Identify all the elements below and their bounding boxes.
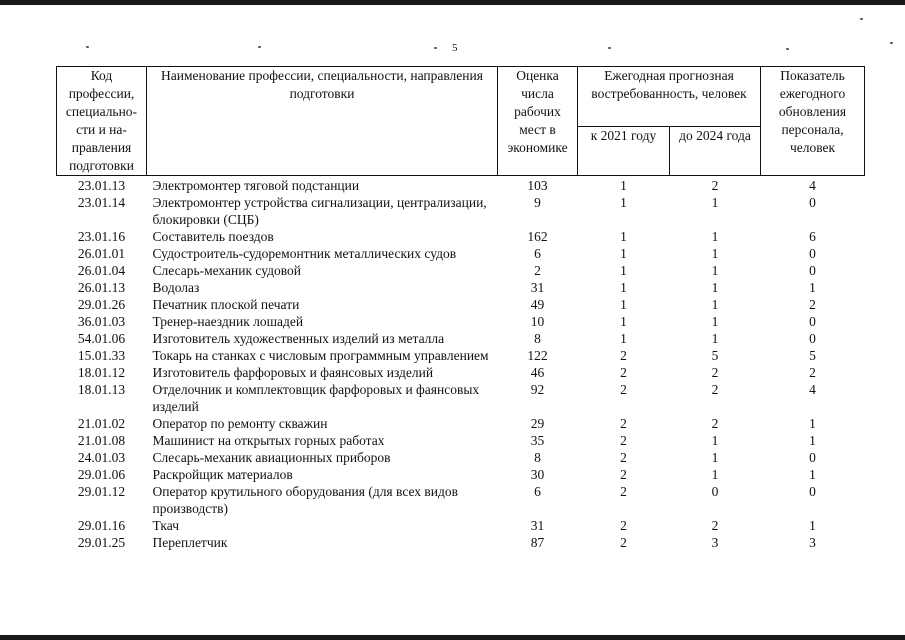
row-name: Тренер-наездник лошадей <box>152 314 304 329</box>
row-demand-2024: 1 <box>711 467 719 482</box>
row-estimate: 87 <box>530 535 545 550</box>
row-renewal: 6 <box>809 229 816 244</box>
row-code: 23.01.13 <box>77 178 126 193</box>
row-demand-2024: 1 <box>711 246 719 261</box>
row-demand-2021: 2 <box>620 348 627 363</box>
table-row <box>57 279 865 296</box>
row-demand-2021: 1 <box>620 178 627 193</box>
row-demand-2021: 2 <box>620 518 627 533</box>
row-demand-2021: 2 <box>620 535 627 550</box>
row-code: 29.01.06 <box>77 467 126 482</box>
row-demand-2024: 2 <box>711 382 719 397</box>
row-renewal: 5 <box>809 348 816 363</box>
row-renewal: 2 <box>809 365 816 380</box>
row-estimate: 92 <box>530 382 545 397</box>
row-renewal: 0 <box>809 246 816 261</box>
row-renewal: 0 <box>809 450 816 465</box>
row-demand-2024: 1 <box>711 314 719 329</box>
row-name: Изготовитель фарфоровых и фаянсовых изделий <box>152 365 434 380</box>
row-demand-2024: 3 <box>711 535 719 550</box>
row-demand-2021: 1 <box>620 314 627 329</box>
row-code: 29.01.16 <box>77 518 126 533</box>
table-row <box>57 313 865 330</box>
row-code: 21.01.08 <box>77 433 126 448</box>
row-estimate: 6 <box>534 246 541 261</box>
row-code: 26.01.01 <box>77 246 126 261</box>
row-demand-2024: 1 <box>711 450 719 465</box>
header-demand-2021: к 2021 году <box>578 127 670 176</box>
professions-table-container <box>56 66 864 551</box>
table-row <box>57 449 865 466</box>
table-row <box>57 381 865 415</box>
row-name: Оператор по ремонту скважин <box>152 416 328 431</box>
row-code: 18.01.13 <box>77 382 126 397</box>
row-renewal: 0 <box>809 314 816 329</box>
row-name: Слесарь-механик авиационных приборов <box>152 450 391 465</box>
row-name: Слесарь-механик судовой <box>152 263 302 278</box>
row-demand-2021: 2 <box>620 433 627 448</box>
table-row <box>57 228 865 245</box>
row-renewal: 4 <box>809 178 816 193</box>
table-row <box>57 483 865 517</box>
row-demand-2021: 2 <box>620 365 627 380</box>
row-estimate: 30 <box>530 467 545 482</box>
table-row <box>57 245 865 262</box>
row-renewal: 2 <box>809 297 816 312</box>
row-name: Судостроитель-судоремонтник металлических судов <box>152 246 457 261</box>
scan-speck <box>890 42 893 44</box>
scan-speck <box>86 46 89 48</box>
row-estimate: 122 <box>527 348 548 363</box>
table-row <box>57 296 865 313</box>
row-name: Оператор крутильного оборудования (для всех видов производств) <box>152 484 459 516</box>
scan-speck <box>860 18 863 20</box>
header-renewal: Показатель ежегодного обновления персонала, человек <box>761 67 865 176</box>
row-demand-2024: 1 <box>711 331 719 346</box>
scan-speck <box>258 46 261 48</box>
row-code: 29.01.26 <box>77 297 126 312</box>
row-demand-2024: 1 <box>711 433 719 448</box>
row-demand-2024: 2 <box>711 416 719 431</box>
header-name: Наименование профессии, специальности, направления подготовки <box>147 67 498 176</box>
row-demand-2024: 5 <box>711 348 719 363</box>
table-row <box>57 176 865 195</box>
header-code: Код профессии, специально-сти и на-правления подготовки <box>57 67 147 176</box>
row-name: Машинист на открытых горных работах <box>152 433 385 448</box>
row-renewal: 1 <box>809 467 816 482</box>
row-renewal: 4 <box>809 382 816 397</box>
row-code: 29.01.25 <box>77 535 126 550</box>
row-demand-2021: 1 <box>620 280 627 295</box>
row-code: 23.01.16 <box>77 229 126 244</box>
row-estimate: 162 <box>527 229 548 244</box>
header-demand-2024: до 2024 года <box>670 127 761 176</box>
table-row <box>57 534 865 551</box>
row-demand-2024: 1 <box>711 195 719 210</box>
professions-table <box>56 66 865 551</box>
row-renewal: 1 <box>809 433 816 448</box>
row-estimate: 10 <box>530 314 545 329</box>
row-estimate: 6 <box>534 484 541 499</box>
row-code: 29.01.12 <box>77 484 126 499</box>
row-demand-2021: 1 <box>620 297 627 312</box>
row-demand-2021: 1 <box>620 195 627 210</box>
row-estimate: 31 <box>530 280 545 295</box>
row-code: 23.01.14 <box>77 195 126 210</box>
scan-speck <box>786 48 789 50</box>
row-demand-2021: 2 <box>620 416 627 431</box>
table-row <box>57 364 865 381</box>
row-estimate: 31 <box>530 518 545 533</box>
row-code: 26.01.04 <box>77 263 126 278</box>
row-name: Ткач <box>152 518 180 533</box>
row-code: 36.01.03 <box>77 314 126 329</box>
row-demand-2024: 1 <box>711 297 719 312</box>
row-name: Электромонтер тяговой подстанции <box>152 178 360 193</box>
row-renewal: 0 <box>809 195 816 210</box>
row-code: 18.01.12 <box>77 365 126 380</box>
row-code: 24.01.03 <box>77 450 126 465</box>
row-name: Отделочник и комплектовщик фарфоровых и фаянсовых изделий <box>152 382 480 414</box>
row-renewal: 0 <box>809 331 816 346</box>
row-demand-2021: 1 <box>620 229 627 244</box>
row-renewal: 1 <box>809 416 816 431</box>
table-row <box>57 194 865 228</box>
table-row <box>57 415 865 432</box>
header-estimate: Оценка числа рабочих мест в экономике <box>498 67 578 176</box>
row-demand-2024: 1 <box>711 280 719 295</box>
row-code: 54.01.06 <box>77 331 126 346</box>
row-renewal: 3 <box>809 535 816 550</box>
table-row <box>57 347 865 364</box>
row-name: Водолаз <box>152 280 200 295</box>
row-demand-2021: 2 <box>620 467 627 482</box>
row-demand-2021: 1 <box>620 331 627 346</box>
table-row <box>57 330 865 347</box>
row-name: Раскройщик материалов <box>152 467 293 482</box>
row-code: 21.01.02 <box>77 416 126 431</box>
row-demand-2021: 2 <box>620 450 627 465</box>
table-body <box>57 176 865 552</box>
row-estimate: 29 <box>530 416 545 431</box>
row-demand-2021: 1 <box>620 246 627 261</box>
table-row <box>57 466 865 483</box>
row-estimate: 8 <box>534 450 541 465</box>
table-row <box>57 517 865 534</box>
scan-bottom-edge <box>0 635 905 640</box>
page-number: 5 <box>452 42 458 54</box>
row-estimate: 46 <box>530 365 545 380</box>
row-demand-2024: 1 <box>711 229 719 244</box>
row-demand-2021: 2 <box>620 382 627 397</box>
scan-speck <box>608 47 611 49</box>
row-estimate: 8 <box>534 331 541 346</box>
row-demand-2024: 2 <box>711 178 719 193</box>
row-renewal: 1 <box>809 280 816 295</box>
row-renewal: 0 <box>809 263 816 278</box>
table-row <box>57 262 865 279</box>
row-code: 26.01.13 <box>77 280 126 295</box>
row-name: Токарь на станках с числовым программным управлением <box>152 348 489 363</box>
row-estimate: 103 <box>527 178 548 193</box>
row-renewal: 0 <box>809 484 816 499</box>
row-name: Печатник плоской печати <box>152 297 300 312</box>
row-name: Изготовитель художественных изделий из металла <box>152 331 445 346</box>
row-demand-2024: 2 <box>711 518 719 533</box>
row-demand-2024: 2 <box>711 365 719 380</box>
row-demand-2021: 1 <box>620 263 627 278</box>
table-header <box>57 67 865 176</box>
row-demand-2024: 0 <box>711 484 719 499</box>
row-demand-2021: 2 <box>620 484 627 499</box>
row-renewal: 1 <box>809 518 816 533</box>
row-demand-2024: 1 <box>711 263 719 278</box>
row-estimate: 35 <box>530 433 545 448</box>
scan-top-edge <box>0 0 905 5</box>
table-row <box>57 432 865 449</box>
row-name: Переплетчик <box>152 535 228 550</box>
row-estimate: 49 <box>530 297 545 312</box>
row-estimate: 2 <box>534 263 541 278</box>
header-demand: Ежегодная прогнозная востребованность, человек <box>578 67 761 127</box>
row-name: Составитель поездов <box>152 229 274 244</box>
row-code: 15.01.33 <box>77 348 126 363</box>
row-name: Электромонтер устройства сигнализации, централизации, блокировки (СЦБ) <box>152 195 487 227</box>
scan-speck <box>434 47 437 49</box>
row-estimate: 9 <box>534 195 541 210</box>
